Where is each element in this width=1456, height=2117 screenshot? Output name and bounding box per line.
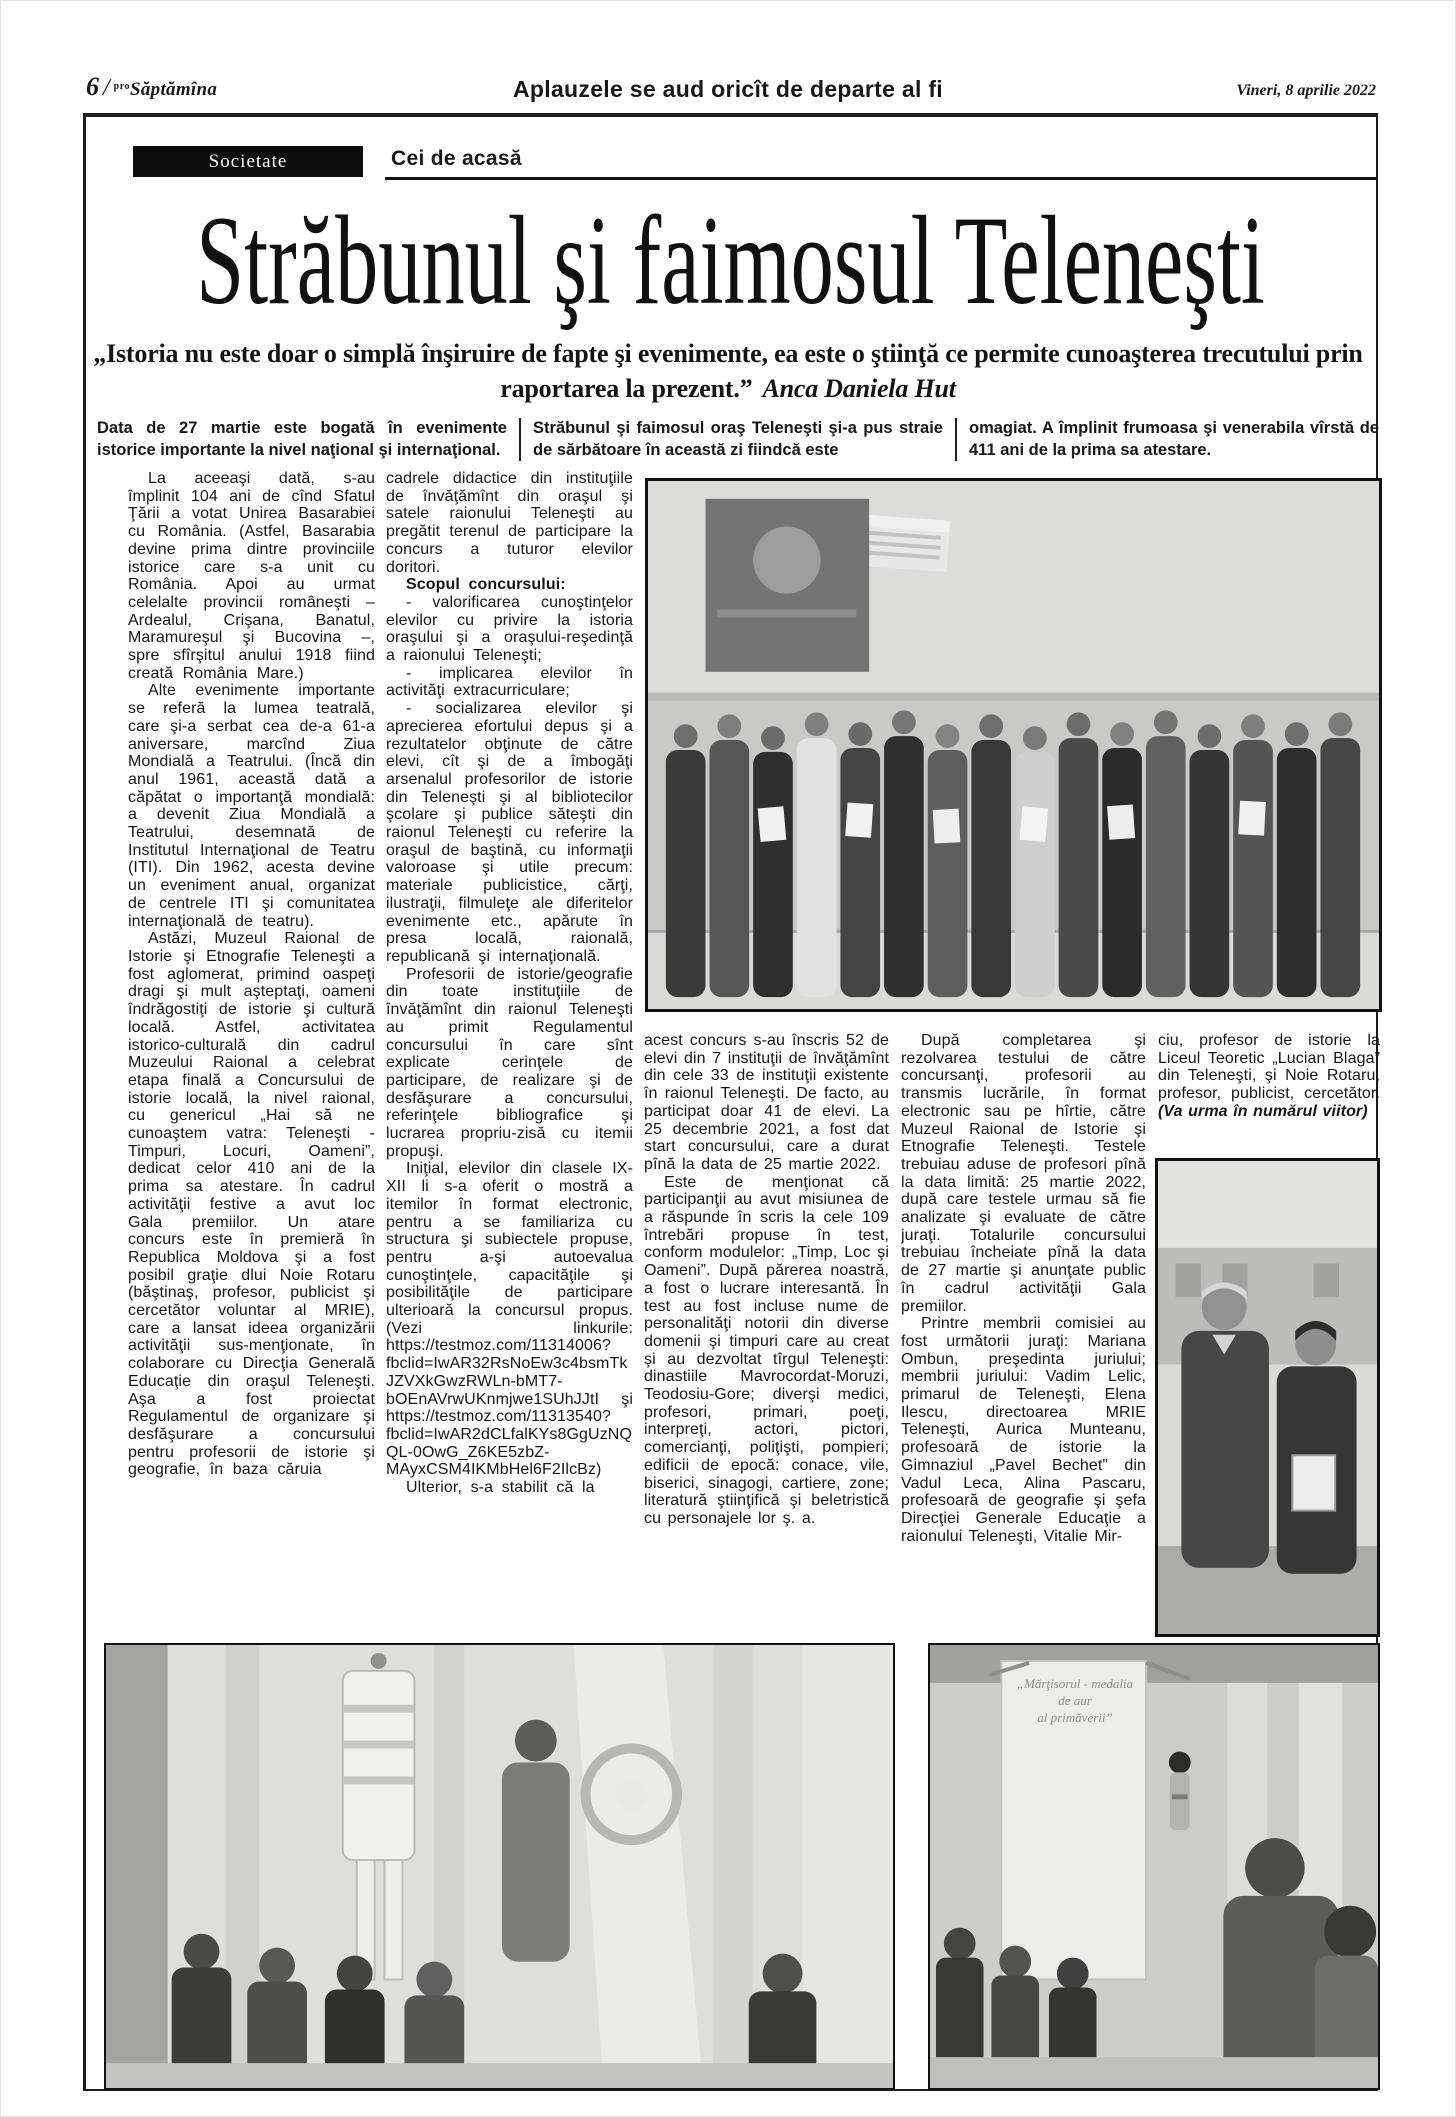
body-column-1	[128, 470, 375, 1636]
page-number: 6	[86, 72, 99, 101]
rubric-rule	[385, 177, 1376, 180]
newspaper-logo: Săptămîna	[130, 79, 218, 100]
issue-date: Vineri, 8 aprilie 2022	[1236, 82, 1376, 99]
paragraph: - valorificarea cunoştinţelor elevilor cu privire la istoria oraşului şi a oraşului-reşedinţă a raionului Teleneşti;	[386, 593, 633, 665]
paragraph: - implicarea elevilor în activităţi extracurriculare;	[386, 664, 633, 700]
photo-banner-line: al primăverii”	[1037, 1710, 1113, 1725]
lead-col-3: omagiat. A împlinit frumoasa şi venerabila vîrstă de 411 ani de la prima sa atestare.	[955, 418, 1379, 461]
deck-quote: „Istoria nu este doar o simplă înşiruire de fapte şi evenimente, ea este o ştiinţă ce permite cunoaşterea trecutului prin raportarea la prezent.”	[93, 339, 1363, 403]
paragraph: cadrele didactice din instituţiile de învăţămînt din oraşul şi satele raionului Teleneşti au pregătit terenul de participare la concurs a tuturor elevilor doritori.	[386, 470, 633, 576]
paragraph: acest concurs s-au înscris 52 de elevi din 7 instituţii de învăţămînt din cele 33 de instituţii existente în raionul Teleneşti. De facto, au participat doar 41 de elevi. La 25 decembrie 2021, a fost dat start concursului, care a durat pînă la data de 25 martie 2022.	[644, 1032, 889, 1173]
paragraph: După completarea şi rezolvarea testului de către concursanţi, profesorii au transmis lucrările, în format electronic sau pe hîrtie, către Muzeul Raional de Istorie şi Etnografie Teleneşti. Testele trebuiau aduse de profesori pînă la data limită: 25 martie 2022, după care testele urmau să fie analizate şi evaluate de către juraţi. Totalurile concursului trebuiau încheiate pînă la data de 27 martie şi anunţate public în cadrul activităţii Gala premiilor.	[901, 1032, 1146, 1315]
photo-banner-text	[1002, 1675, 1148, 1726]
portrait-photo	[1155, 1158, 1380, 1637]
photo-banner-line: „Mărţisorul - medalia	[1016, 1676, 1134, 1691]
paragraph: - socializarea elevilor şi aprecierea efortului depus şi a rezultatelor obţinute de către elevi, cît şi de a îmbogăţi arsenalul profesorilor de istorie din Teleneşti şi al bibliotecilor şcolare şi publice săteşti din raionul Teleneşti cu referire la oraşul de baştină, cu informaţii valoroase şi utile precum: materiale publicistice, cărţi, ilustraţii, filmuleţe ale diferitelor evenimente etc., apărute în presa locală, raională, republicană şi internaţională.	[386, 700, 633, 965]
paragraph: Este de menţionat că participanţii au avut misiunea de a răspunde în scris la cele 109 întrebări propuse în test, conform modulelor: „Timp, Loc şi Oameni”. După părerea noastră, a fost o lucrare interesantă. În test au fost incluse nume de personalităţi notorii din diverse domenii şi timpuri care au creat şi au dezvoltat tîrgul Teleneşti: dinastiile Mavrocordat-Moruzi, Teodosiu-Gore; diverşi medici, profesori, primari, poeţi, interpreţi, actori, pictori, comercianţi, poliţişti, pompieri; edificii de epocă: conace, vile, biserici, sinagogi, cartiere, zone; literatură ştiinţifică şi beletristică cu personajele lor ş. a.	[644, 1173, 889, 1527]
photo-banner-line: de aur	[1058, 1693, 1092, 1708]
headline: Străbunul şi faimosul Teleneşti	[196, 190, 1265, 331]
hanging-doll	[1169, 1752, 1191, 1831]
newspaper-logo-prefix: pro	[113, 81, 130, 92]
body-column-4	[901, 1032, 1146, 1636]
bottom-right-photo	[928, 1643, 1380, 2090]
paragraph: Profesorii de istorie/geografie din toate instituţiile de învăţămînt din raionul Teleneşti au primit Regulamentul concursului în care sînt explicate cerinţele de participare, de realizare şi de desfăşurare a concursului, referinţele bibliografice şi lucrarea propriu-zisă cu itemii propuşi.	[386, 965, 633, 1160]
rubric-label: Cei de acasă	[391, 147, 522, 170]
bottom-right-photo-graphic	[930, 1645, 1378, 2088]
paragraph-text: ciu, profesor de istorie la Liceul Teoretic „Lucian Blaga” din Teleneşti, şi Noie Rotaru, profesor, publicist, cercetător.	[1158, 1032, 1380, 1103]
to-be-continued-note: (Va urma în numărul viitor)	[1158, 1102, 1368, 1120]
lead-col-1: Data de 27 martie este bogată în evenimente istorice importante la nivel naţional şi internaţional.	[97, 419, 507, 459]
section-label: Societate	[133, 146, 363, 177]
paragraph: Printre membrii comisiei au fost următorii juraţi: Mariana Ombun, preşedinta juriului; membrii juriului: Vadim Lelic, primarul de Teleneşti, Elena Ilescu, directoarea MRIE Teleneşti, Aurica Munteanu, profesoară de istorie la Gimnaziul „Pavel Bechet” din Vadul Leca, Alina Pascaru, profesoară de geografie şi şefa Direcţiei Generale Educaţie a raionului Teleneşti, Vitalie Mir-	[901, 1315, 1146, 1545]
bottom-left-photo-graphic	[106, 1645, 893, 2088]
lead-col-2: Străbunul şi faimosul oraş Teleneşti şi-a pus straie de sărbătoare în această zi fiindcă este	[519, 418, 955, 461]
paragraph: Astăzi, Muzeul Raional de Istorie şi Etnografie Teleneşti a fost aglomerat, primind oaspeţi dragi şi mult aşteptaţi, oameni îndrăgostiţi de istorie şi cultură locală. Astfel, activitatea istorico-culturală din cadrul Muzeului Raional a celebrat etapa finală a Concursului de istorie locală, la nivel raional, cu genericul „Hai să ne cunoaştem vatra: Teleneşti - Timpuri, Locuri, Oameni”, dedicat celor 410 ani de la prima sa atestare. În cadrul activităţii festive a avut loc Gala premiilor. Un atare concurs este în premieră în Republica Moldova şi a fost posibil graţie dlui Noie Rotaru (băştinaş, profesor, publicist şi cercetător voluntar al MRIE), care a lansat ideea organizării activităţii sus-menţionate, în colaborare cu Direcţia Generală Educaţie din oraşul Teleneşti. Aşa a fost proiectat Regulamentul de organizare şi desfăşurare a concursului pentru profesorii de istorie şi geografie, în baza căruia	[128, 930, 375, 1479]
deck-author: Anca Daniela Hut	[762, 374, 956, 403]
bottom-left-photo	[104, 1643, 895, 2090]
gala-group-photo-graphic	[648, 481, 1379, 1009]
portrait-photo-graphic	[1158, 1161, 1377, 1634]
gala-group-photo	[645, 478, 1382, 1012]
deck	[88, 336, 1368, 406]
paragraph	[1158, 1032, 1380, 1121]
body-column-5	[1158, 1032, 1380, 1154]
paragraph-subhead: Scopul concursului:	[406, 576, 566, 594]
header-motto: Aplauzele se aud oricît de departe al fi	[513, 76, 943, 102]
body-column-3	[644, 1032, 889, 1634]
page-number-separator: /	[103, 75, 110, 101]
paragraph: La aceeaşi dată, s-au împlinit 104 ani de cînd Sfatul Ţării a votat Unirea Basarabiei cu România. (Astfel, Basarabia devine prima dintre provinciile istorice care s-a unit cu România. Apoi au urmat celelalte provincii româneşti – Ardealul, Crişana, Banatul, Maramureşul şi Bucovina –, spre sfîrşitul anului 1918 fiind creată România Mare.)	[128, 470, 375, 682]
body-column-2	[386, 470, 633, 1636]
paragraph: Iniţial, elevilor din clasele IX-XII li s-a oferit o mostră a itemilor în format electronic, pentru a se familiariza cu structura şi subiectele propuse, pentru a-şi autoevalua cunoştinţele, capacităţile şi posibilităţile de participare ulterioară la concursul propus. (Vezi linkurile: https://testmoz.com/11314006?fbclid=IwAR32RsNoEw3c4bsmTkJZVXkGwzRWLn-bMT7-bOEnAVrwUKnmjwe1SUhJJtI şi https://testmoz.com/11313540?fbclid=IwAR2dCLfalKYs8GgUzNQQL-0OwG_Z6KE5zbZ-MAyxCSM4IKMbHel6F2IlcBz)	[386, 1160, 633, 1479]
paragraph: Alte evenimente importante se referă la lumea teatrală, care şi-a serbat cea de-a 61-a aniversare, marcînd Ziua Mondială a Teatrului. (Încă din anul 1961, această dată a căpătat o importanţă mondială: a devenit Ziua Mondială a Teatrului, desemnată de Institutul Internaţional de Teatru (ITI). Din 1962, acesta devine un eveniment anual, organizat de centrele ITI şi comunitatea internaţională de teatru).	[128, 682, 375, 930]
paragraph: Ulterior, s-a stabilit că la	[406, 1479, 595, 1497]
lead-paragraph	[97, 418, 1379, 461]
